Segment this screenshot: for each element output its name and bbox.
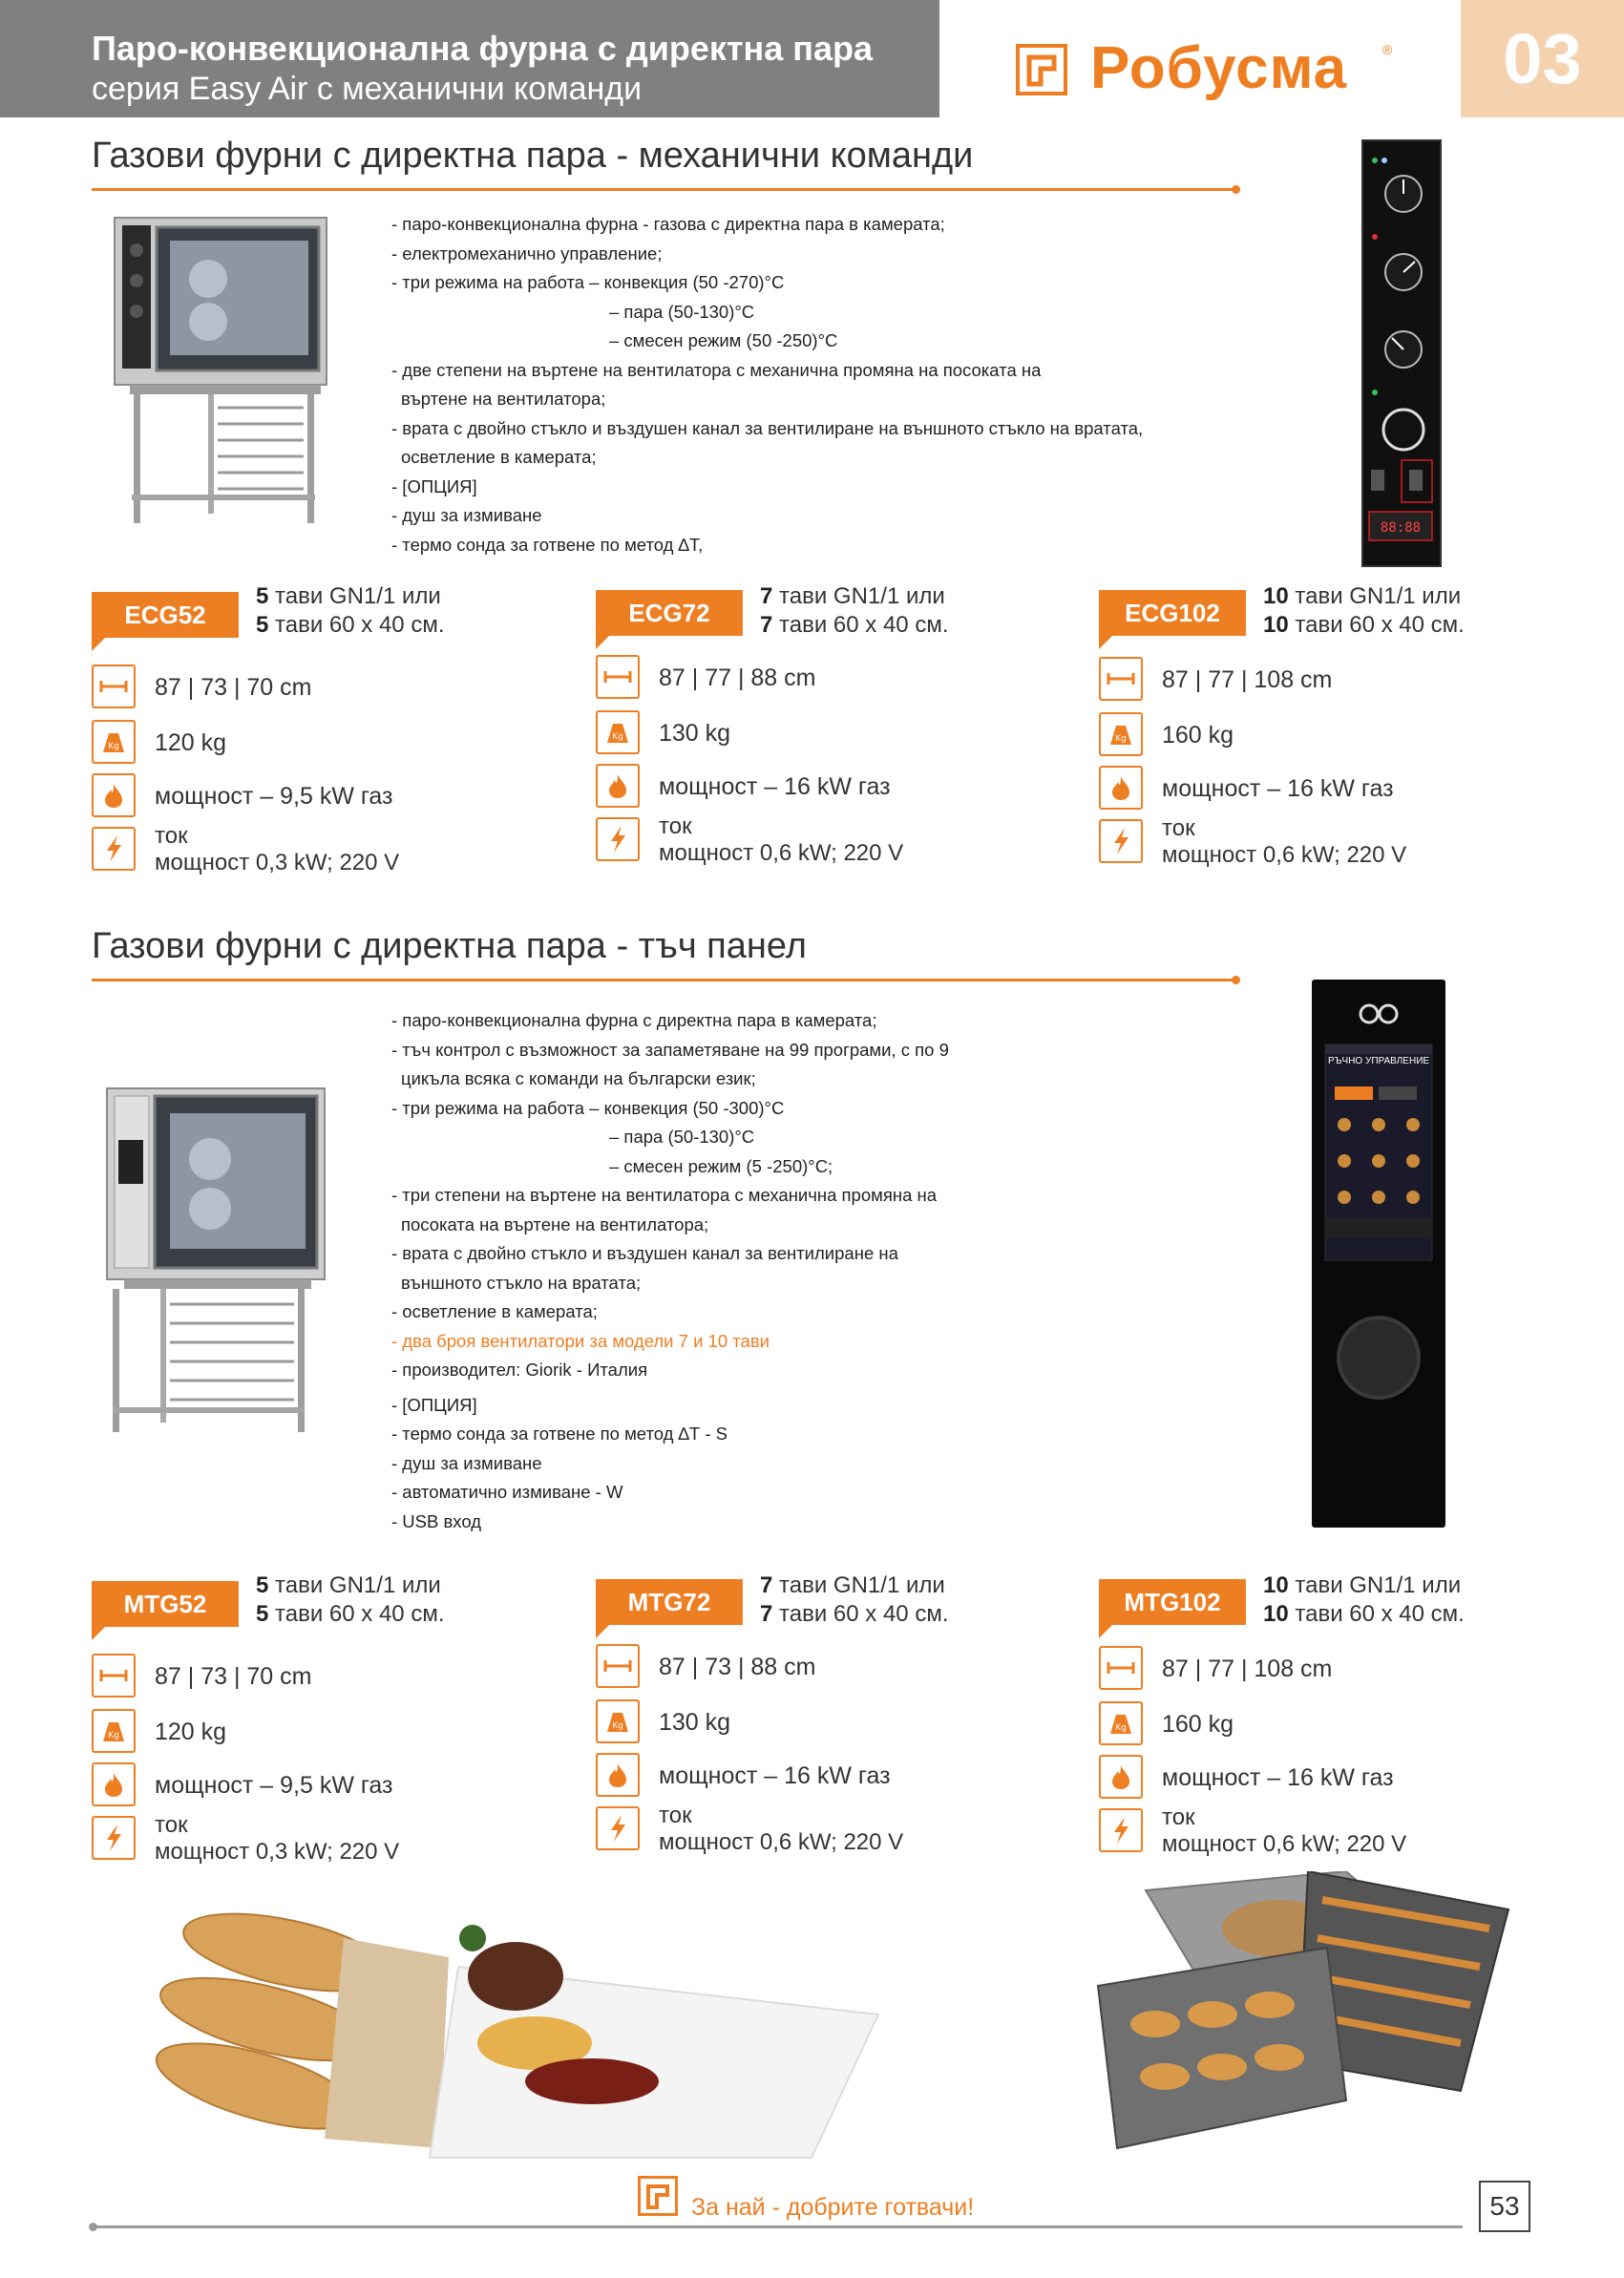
feature-item: – пара (50-130)°С	[609, 301, 755, 322]
weight-icon	[1099, 1701, 1143, 1745]
electric-bolt-icon	[92, 1816, 136, 1860]
brand-registered-mark: ®	[1382, 42, 1393, 57]
feature-item: - паро-конвекционална фурна с директна пара в камерата;	[391, 1010, 877, 1030]
feature-item: - две степени на въртене на вентилатора с механична промяна на посоката на	[391, 359, 1042, 380]
weight-icon	[92, 720, 136, 764]
weight-value: 120 kg	[155, 1719, 227, 1745]
electric-bolt-icon	[92, 827, 136, 871]
model-card-MTG102	[1099, 1566, 1595, 1871]
feature-list-mechanical	[391, 210, 1143, 559]
footer-logo-icon	[638, 2176, 678, 2216]
electric-bolt-icon	[1099, 1808, 1143, 1852]
model-badge: MTG102	[1099, 1579, 1246, 1625]
weight-value: 160 kg	[1162, 722, 1234, 749]
oven-image-touch	[103, 1083, 328, 1447]
weight-value: 160 kg	[1162, 1711, 1234, 1738]
model-card-ECG72	[596, 577, 1092, 882]
gas-flame-icon	[596, 764, 640, 808]
tray-capacity: 10 тави GN1/1 или 10 тави 60 x 40 см.	[1263, 1572, 1465, 1627]
dimensions-value: 87 | 73 | 70 cm	[155, 1663, 312, 1690]
model-badge: ECG102	[1099, 590, 1246, 636]
footer-tagline: За най - добрите готвачи!	[691, 2194, 975, 2221]
svg-text:Kg: Kg	[612, 1721, 623, 1731]
tray-capacity: 7 тави GN1/1 или 7 тави 60 x 40 см.	[760, 1572, 949, 1627]
feature-item: посоката на въртене на вентилатора;	[401, 1213, 709, 1234]
dimensions-value: 87 | 73 | 70 cm	[155, 674, 312, 701]
dimensions-icon	[1099, 1646, 1143, 1690]
feature-item: - осветление в камерата;	[391, 1301, 598, 1321]
electric-value: ток мощност 0,6 kW; 220 V	[659, 813, 904, 866]
feature-item: - три степени на въртене на вентилатора с механична промяна на	[391, 1185, 938, 1205]
electric-value: ток мощност 0,3 kW; 220 V	[155, 823, 400, 875]
model-card-ECG52	[92, 577, 588, 882]
section-rule	[92, 188, 1237, 191]
svg-text:Kg: Kg	[108, 1731, 119, 1740]
footer-rule	[92, 2225, 1463, 2228]
feature-item: - паро-конвекционална фурна - газова с директна пара в камерата;	[391, 214, 945, 234]
section-title-mechanical: Газови фурни с директна пара - механични команди	[92, 136, 974, 176]
feature-item: осветление в камерата;	[401, 447, 597, 467]
electric-value: ток мощност 0,6 kW; 220 V	[1162, 815, 1407, 868]
page-number: 53	[1479, 2181, 1530, 2232]
tray-capacity: 5 тави GN1/1 или 5 тави 60 x 40 см.	[256, 583, 445, 638]
tray-capacity: 10 тави GN1/1 или 10 тави 60 x 40 см.	[1263, 583, 1465, 638]
gas-power-value: мощност – 16 kW газ	[659, 773, 891, 800]
dimensions-icon	[1099, 657, 1143, 701]
model-card-ECG102	[1099, 577, 1595, 882]
feature-item: - врата с двойно стъкло и въздушен канал за вентилиране на външното стъкло на вратата,	[391, 417, 1144, 438]
tray-capacity: 5 тави GN1/1 или 5 тави 60 x 40 см.	[256, 1572, 445, 1627]
brand-logo-icon	[1016, 44, 1067, 95]
page-subtitle: серия Easy Air с механични команди	[92, 71, 643, 107]
svg-text:Kg: Kg	[1115, 1723, 1127, 1733]
electric-bolt-icon	[1099, 819, 1143, 863]
weight-value: 130 kg	[659, 1709, 731, 1736]
svg-text:Kg: Kg	[1115, 734, 1127, 744]
model-badge: ECG72	[596, 590, 743, 636]
model-badge: ECG52	[92, 592, 239, 638]
electric-value: ток мощност 0,6 kW; 220 V	[659, 1803, 904, 1855]
electric-bolt-icon	[596, 1806, 640, 1850]
dimensions-value: 87 | 77 | 108 cm	[1162, 666, 1333, 693]
weight-icon	[596, 1699, 640, 1743]
gas-power-value: мощност – 9,5 kW газ	[155, 1772, 393, 1799]
model-badge: MTG72	[596, 1579, 743, 1625]
feature-item: - три режима на работа – конвекция (50 -270)°С	[391, 272, 785, 292]
feature-item: - термо сонда за готвене по метод ∆Т - S	[391, 1424, 728, 1444]
weight-icon	[596, 710, 640, 754]
feature-item: - тъч контрол с възможност за запаметяване на 99 програми, с по 9	[391, 1039, 949, 1060]
dimensions-icon	[92, 664, 136, 708]
feature-item: - USB вход	[391, 1510, 482, 1531]
gas-flame-icon	[1099, 766, 1143, 810]
weight-value: 130 kg	[659, 720, 731, 747]
feature-item-highlight: - два броя вентилатори за модели 7 и 10 тави	[391, 1330, 770, 1351]
oven-image-mechanical	[103, 212, 330, 529]
weight-icon	[92, 1709, 136, 1753]
gas-flame-icon	[1099, 1755, 1143, 1799]
model-card-MTG72	[596, 1566, 1092, 1871]
electric-bolt-icon	[596, 817, 640, 861]
feature-list-touch	[391, 1006, 949, 1536]
model-card-MTG52	[92, 1566, 588, 1871]
feature-item: - душ за измиване	[391, 505, 542, 525]
gas-power-value: мощност – 16 kW газ	[659, 1762, 891, 1789]
section-title-touch: Газови фурни с директна пара - тъч панел	[92, 926, 807, 966]
food-photo-bread-meat	[143, 1900, 888, 2177]
feature-item: – смесен режим (50 -250)°С	[609, 330, 838, 350]
gas-power-value: мощност – 16 kW газ	[1162, 1764, 1394, 1791]
feature-item: - врата с двойно стъкло и въздушен канал за вентилиране на	[391, 1243, 898, 1263]
gas-flame-icon	[92, 1762, 136, 1806]
feature-item: външното стъкло на вратата;	[401, 1272, 642, 1293]
gas-power-value: мощност – 16 kW газ	[1162, 775, 1394, 802]
dimensions-value: 87 | 77 | 88 cm	[659, 664, 816, 691]
gas-flame-icon	[596, 1753, 640, 1797]
control-panel-image	[1361, 139, 1442, 567]
food-photo-baking-trays	[1060, 1871, 1518, 2158]
dimensions-icon	[92, 1654, 136, 1698]
dimensions-value: 87 | 77 | 108 cm	[1162, 1656, 1333, 1682]
feature-item: - [ОПЦИЯ]	[391, 1394, 477, 1415]
weight-icon	[1099, 712, 1143, 756]
touch-panel-image	[1312, 980, 1445, 1528]
feature-item: цикъла всяка с команди на български език;	[401, 1068, 756, 1088]
section-rule	[92, 979, 1237, 981]
weight-value: 120 kg	[155, 729, 227, 756]
dimensions-icon	[596, 1644, 640, 1688]
model-badge: MTG52	[92, 1581, 239, 1627]
svg-text:Kg: Kg	[612, 732, 623, 742]
feature-item: – смесен режим (5 -250)°С;	[609, 1155, 833, 1176]
feature-item: - три режима на работа – конвекция (50 -300)°С	[391, 1097, 785, 1118]
feature-item: - електромеханично управление;	[391, 243, 663, 264]
tray-capacity: 7 тави GN1/1 или 7 тави 60 x 40 см.	[760, 583, 949, 638]
gas-flame-icon	[92, 773, 136, 817]
dimensions-icon	[596, 655, 640, 699]
page-title: Паро-конвекционална фурна с директна пара	[92, 29, 874, 68]
electric-value: ток мощност 0,6 kW; 220 V	[1162, 1804, 1407, 1857]
brand-name: Робусма	[1090, 35, 1348, 101]
feature-item: - автоматично измиване - W	[391, 1482, 623, 1502]
feature-item: - производител: Giorik - Италия	[391, 1360, 648, 1380]
feature-item: - термо сонда за готвене по метод ∆Т,	[391, 534, 704, 555]
feature-item: - [ОПЦИЯ]	[391, 475, 477, 496]
electric-value: ток мощност 0,3 kW; 220 V	[155, 1812, 400, 1865]
feature-item: - душ за измиване	[391, 1452, 542, 1473]
panel-display-readout: 88:88	[1380, 520, 1422, 536]
chapter-number: 03	[1461, 0, 1624, 117]
svg-text:Kg: Kg	[108, 742, 119, 751]
dimensions-value: 87 | 73 | 88 cm	[659, 1654, 816, 1680]
feature-item: – пара (50-130)°С	[609, 1127, 755, 1147]
gas-power-value: мощност – 9,5 kW газ	[155, 783, 393, 810]
screen-title: РЪЧНО УПРАВЛЕНИЕ	[1327, 1056, 1430, 1066]
feature-item: въртене на вентилатора;	[401, 389, 606, 409]
